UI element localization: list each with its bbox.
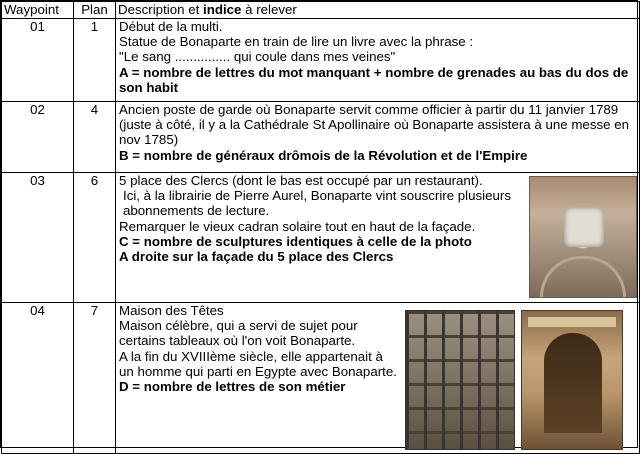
waypoint-number: 02 (2, 102, 74, 173)
facade-photo (405, 310, 515, 450)
description-line: Maison célèbre, qui a servi de sujet pour certains tableaux où l'on voit Bonaparte. (119, 318, 358, 349)
description-line: "Le sang ............... qui coule dans mes veines" (119, 49, 396, 65)
description-cell (116, 173, 640, 303)
header-waypoint: Waypoint (2, 2, 74, 19)
description-line: Ici, à la librairie de Pierre Aurel, Bonaparte vint souscrire plusieurs abonnements de lecture. (123, 188, 512, 219)
waypoint-number: 01 (2, 19, 74, 102)
waypoint-table (1, 1, 640, 454)
description-line: Maison des Têtes (119, 303, 224, 318)
description-line: Statue de Bonaparte en train de lire un livre avec la phrase : (119, 34, 474, 50)
photo-arch-detail (540, 256, 626, 297)
plan-number: 1 (74, 19, 116, 102)
description-line: Début de la multi. (119, 19, 223, 34)
waypoint-number: 04 (2, 303, 74, 454)
table-header-row (2, 2, 640, 19)
table-row (2, 102, 640, 173)
description-cell (116, 19, 640, 102)
waypoint-number: 03 (2, 173, 74, 303)
description-cell (116, 102, 640, 173)
description-line: 5 place des Clercs (dont le bas est occupé par un restaurant). (119, 173, 483, 188)
description-cell (116, 303, 640, 454)
plan-number: 7 (74, 303, 116, 454)
description-line: Remarquer le vieux cadran solaire tout en haut de la façade. (119, 218, 476, 234)
clue-text: B = nombre de généraux drômois de la Révolution et de l'Empire (119, 147, 528, 163)
clue-text: A = nombre de lettres du mot manquant + nombre de grenades au bas du dos de son habit (119, 64, 629, 95)
header-desc-indice: indice (203, 2, 242, 17)
header-desc-suffix: à relever (241, 2, 297, 17)
clue-text: D = nombre de lettres de son métier (119, 379, 346, 395)
painting-shop-sign (528, 317, 616, 327)
painting-doorway (544, 333, 602, 433)
table-row (2, 303, 640, 454)
description-line: A la fin du XVIIIème siècle, elle appartenait à un homme qui parti en Egypte avec Bonaparte. (119, 348, 397, 379)
sculpture-photo (529, 176, 637, 298)
clue-text: C = nombre de sculptures identiques à celle de la photo (119, 233, 472, 249)
header-desc-prefix: Description et (118, 2, 203, 17)
photo-sculpted-face (564, 207, 604, 247)
header-plan: Plan (74, 2, 116, 19)
table-row (2, 173, 640, 303)
description-line: Ancien poste de garde où Bonaparte servit comme officier à partir du 11 janvier 1789 (juste à côté, il y a la Cathédrale St Apollinaire où Bonaparte assistera à une messe en nov 1785) (119, 102, 630, 148)
plan-number: 6 (74, 173, 116, 303)
painting-photo (521, 310, 623, 450)
plan-number: 4 (74, 102, 116, 173)
table-row (2, 19, 640, 102)
clue-location: A droite sur la façade du 5 place des Clercs (119, 249, 394, 265)
header-description (116, 2, 640, 19)
